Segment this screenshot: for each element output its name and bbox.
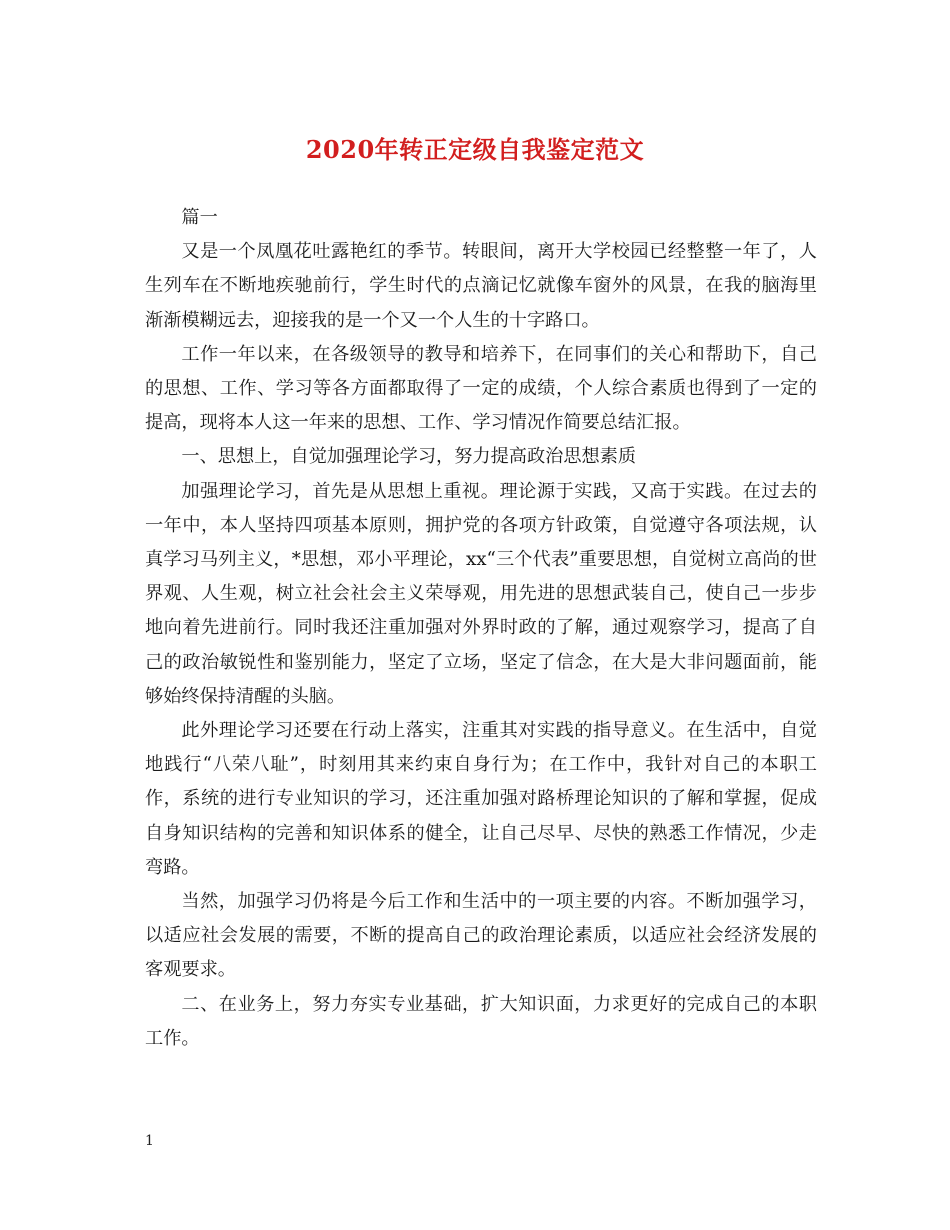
section-heading: 二、在业务上，努力夯实专业基础，扩大知识面，力求更好的完成自己的本职工作。: [145, 993, 817, 1049]
body-paragraph: 当然，加强学习仍将是今后工作和生活中的一项主要的内容。不断加强学习，以适应社会发展的需要，不断的提高自己的政治理论素质，以适应社会经济发展的客观要求。: [145, 891, 817, 981]
document-title: 2020年转正定级自我鉴定范文: [305, 135, 645, 164]
section-label: 篇一: [181, 207, 218, 228]
body-paragraph: 工作一年以来，在各级领导的教导和培养下，在同事们的关心和帮助下，自己的思想、工作、学习等各方面都取得了一定的成绩，个人综合素质也得到了一定的提高，现将本人这一年来的思想、工作、学习情况作简要总结汇报。: [145, 343, 817, 434]
page-number: 1: [145, 1133, 154, 1149]
section-heading: 一、思想上，自觉加强理论学习，努力提高政治思想素质: [181, 446, 637, 468]
body-paragraph: 加强理论学习，首先是从思想上重视。理论源于实践，又高于实践。在过去的一年中，本人坚持四项基本原则，拥护党的各项方针政策，自觉遵守各项法规，认真学习马列主义，*思想，邓小平理论，xx“三个代表”重要思想，自觉树立高尚的世界观、人生观，树立社会社会主义荣辱观，用先进的思想武装自己，使自己一步步地向着先进前行。同时我还注重加强对外界时政的了解，通过观察学习，提高了自己的政治敏锐性和鉴别能力，坚定了立场，坚定了信念，在大是大非问题面前，能够始终保持清醒的头脑。: [145, 480, 817, 707]
body-paragraph: 又是一个凤凰花吐露艳红的季节。转眼间，离开大学校园已经整整一年了，人生列车在不断地疾驰前行，学生时代的点滴记忆就像车窗外的风景，在我的脑海里渐渐模糊远去，迎接我的是一个又一个人生的十字路口。: [145, 241, 817, 331]
document-body: [145, 201, 817, 1056]
body-paragraph: 此外理论学习还要在行动上落实，注重其对实践的指导意义。在生活中，自觉地践行“八荣八耻”，时刻用其来约束自身行为；在工作中，我针对自己的本职工作，系统的进行专业知识的学习，还注重加强对路桥理论知识的了解和掌握，促成自身知识结构的完善和知识体系的健全，让自己尽早、尽快的熟悉工作情况，少走弯路。: [145, 720, 817, 878]
